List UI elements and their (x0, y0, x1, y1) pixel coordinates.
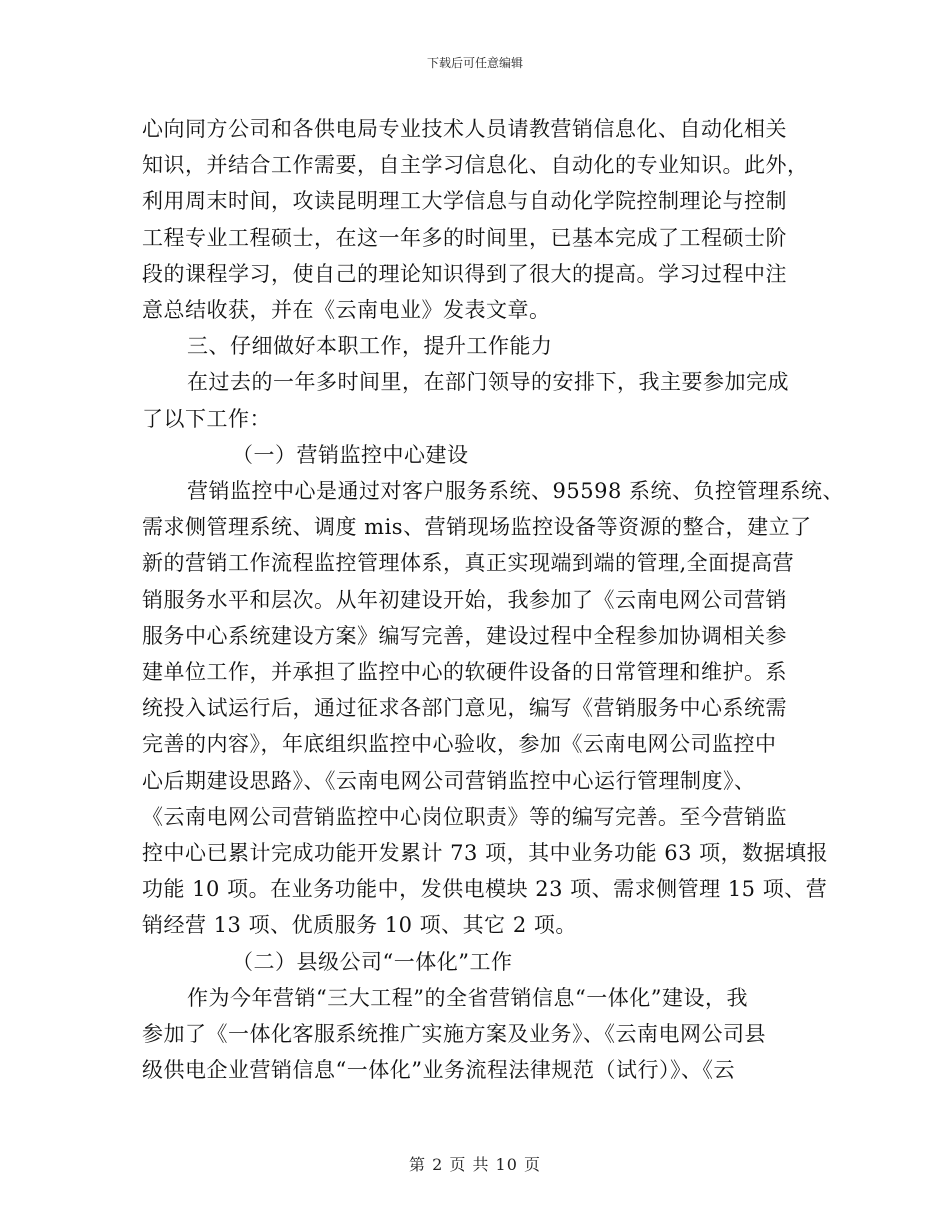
text-line: 销服务水平和层次。从年初建设开始，我参加了《云南电网公司营销 (142, 587, 787, 612)
text-line: 工程专业工程硕士，在这一年多的时间里，已基本完成了工程硕士阶 (142, 225, 787, 250)
text-line: 心向同方公司和各供电局专业技术人员请教营销信息化、自动化相关 (142, 117, 787, 141)
text-line: 利用周末时间，攻读昆明理工大学信息与自动化学院控制理论与控制 (142, 189, 787, 214)
text-line: 服务中心系统建设方案》编写完善，建设过程中全程参加协调相关参 (142, 623, 787, 648)
text-line: 营销监控中心是通过对客户服务系统、95598 系统、负控管理系统、 (187, 479, 844, 503)
text-line: 销经营 13 项、优质服务 10 项、其它 2 项。 (142, 913, 577, 938)
text-line: 参加了《一体化客服系统推广实施方案及业务》、《云南电网公司县 (142, 1022, 766, 1046)
text-line: （一）营销监控中心建设 (232, 442, 469, 467)
text-line: 知识，并结合工作需要，自主学习信息化、自动化的专业知识。此外， (142, 153, 809, 178)
text-line: 《云南电网公司营销监控中心岗位职责》等的编写完善。至今营销监 (142, 804, 787, 829)
text-line: 需求侧管理系统、调度 mis、营销现场监控设备等资源的整合，建立了 (142, 515, 812, 540)
text-line: 新的营销工作流程监控管理体系，真正实现端到端的管理,全面提高营 (142, 551, 795, 576)
text-line: 统投入试运行后，通过征求各部门意见，编写《营销服务中心系统需 (142, 696, 787, 721)
text-line: 在过去的一年多时间里，在部门领导的安排下，我主要参加完成 (187, 370, 789, 395)
text-line: 完善的内容》，年底组织监控中心验收，参加《云南电网公司监控中 (142, 732, 777, 757)
text-line: 作为今年营销“三大工程”的全省营销信息“一体化”建设，我 (187, 985, 748, 1010)
text-line: 控中心已累计完成功能开发累计 73 项，其中业务功能 63 项，数据填报 (142, 841, 829, 865)
text-line: 功能 10 项。在业务功能中，发供电模块 23 项、需求侧管理 15 项、营 (142, 877, 828, 902)
text-line: 级供电企业营销信息“一体化”业务流程法律规范（试行）》、《云 (142, 1058, 735, 1083)
text-line: 了以下工作： (142, 406, 271, 431)
page-footer: 第 2 页 共 10 页 (409, 1155, 541, 1174)
text-line: 建单位工作，并承担了监控中心的软硬件设备的日常管理和维护。系 (142, 660, 787, 684)
text-line: 段的课程学习，使自己的理论知识得到了很大的提高。学习过程中注 (142, 261, 787, 286)
text-line: （二）县级公司“一体化”工作 (232, 949, 513, 974)
text-line: 三、仔细做好本职工作，提升工作能力 (187, 334, 553, 359)
text-line: 意总结收获，并在《云南电业》发表文章。 (142, 298, 551, 322)
page-header: 下载后可任意编辑 (426, 56, 523, 70)
text-line: 心后期建设思路》、《云南电网公司营销监控中心运行管理制度》、 (142, 768, 756, 793)
